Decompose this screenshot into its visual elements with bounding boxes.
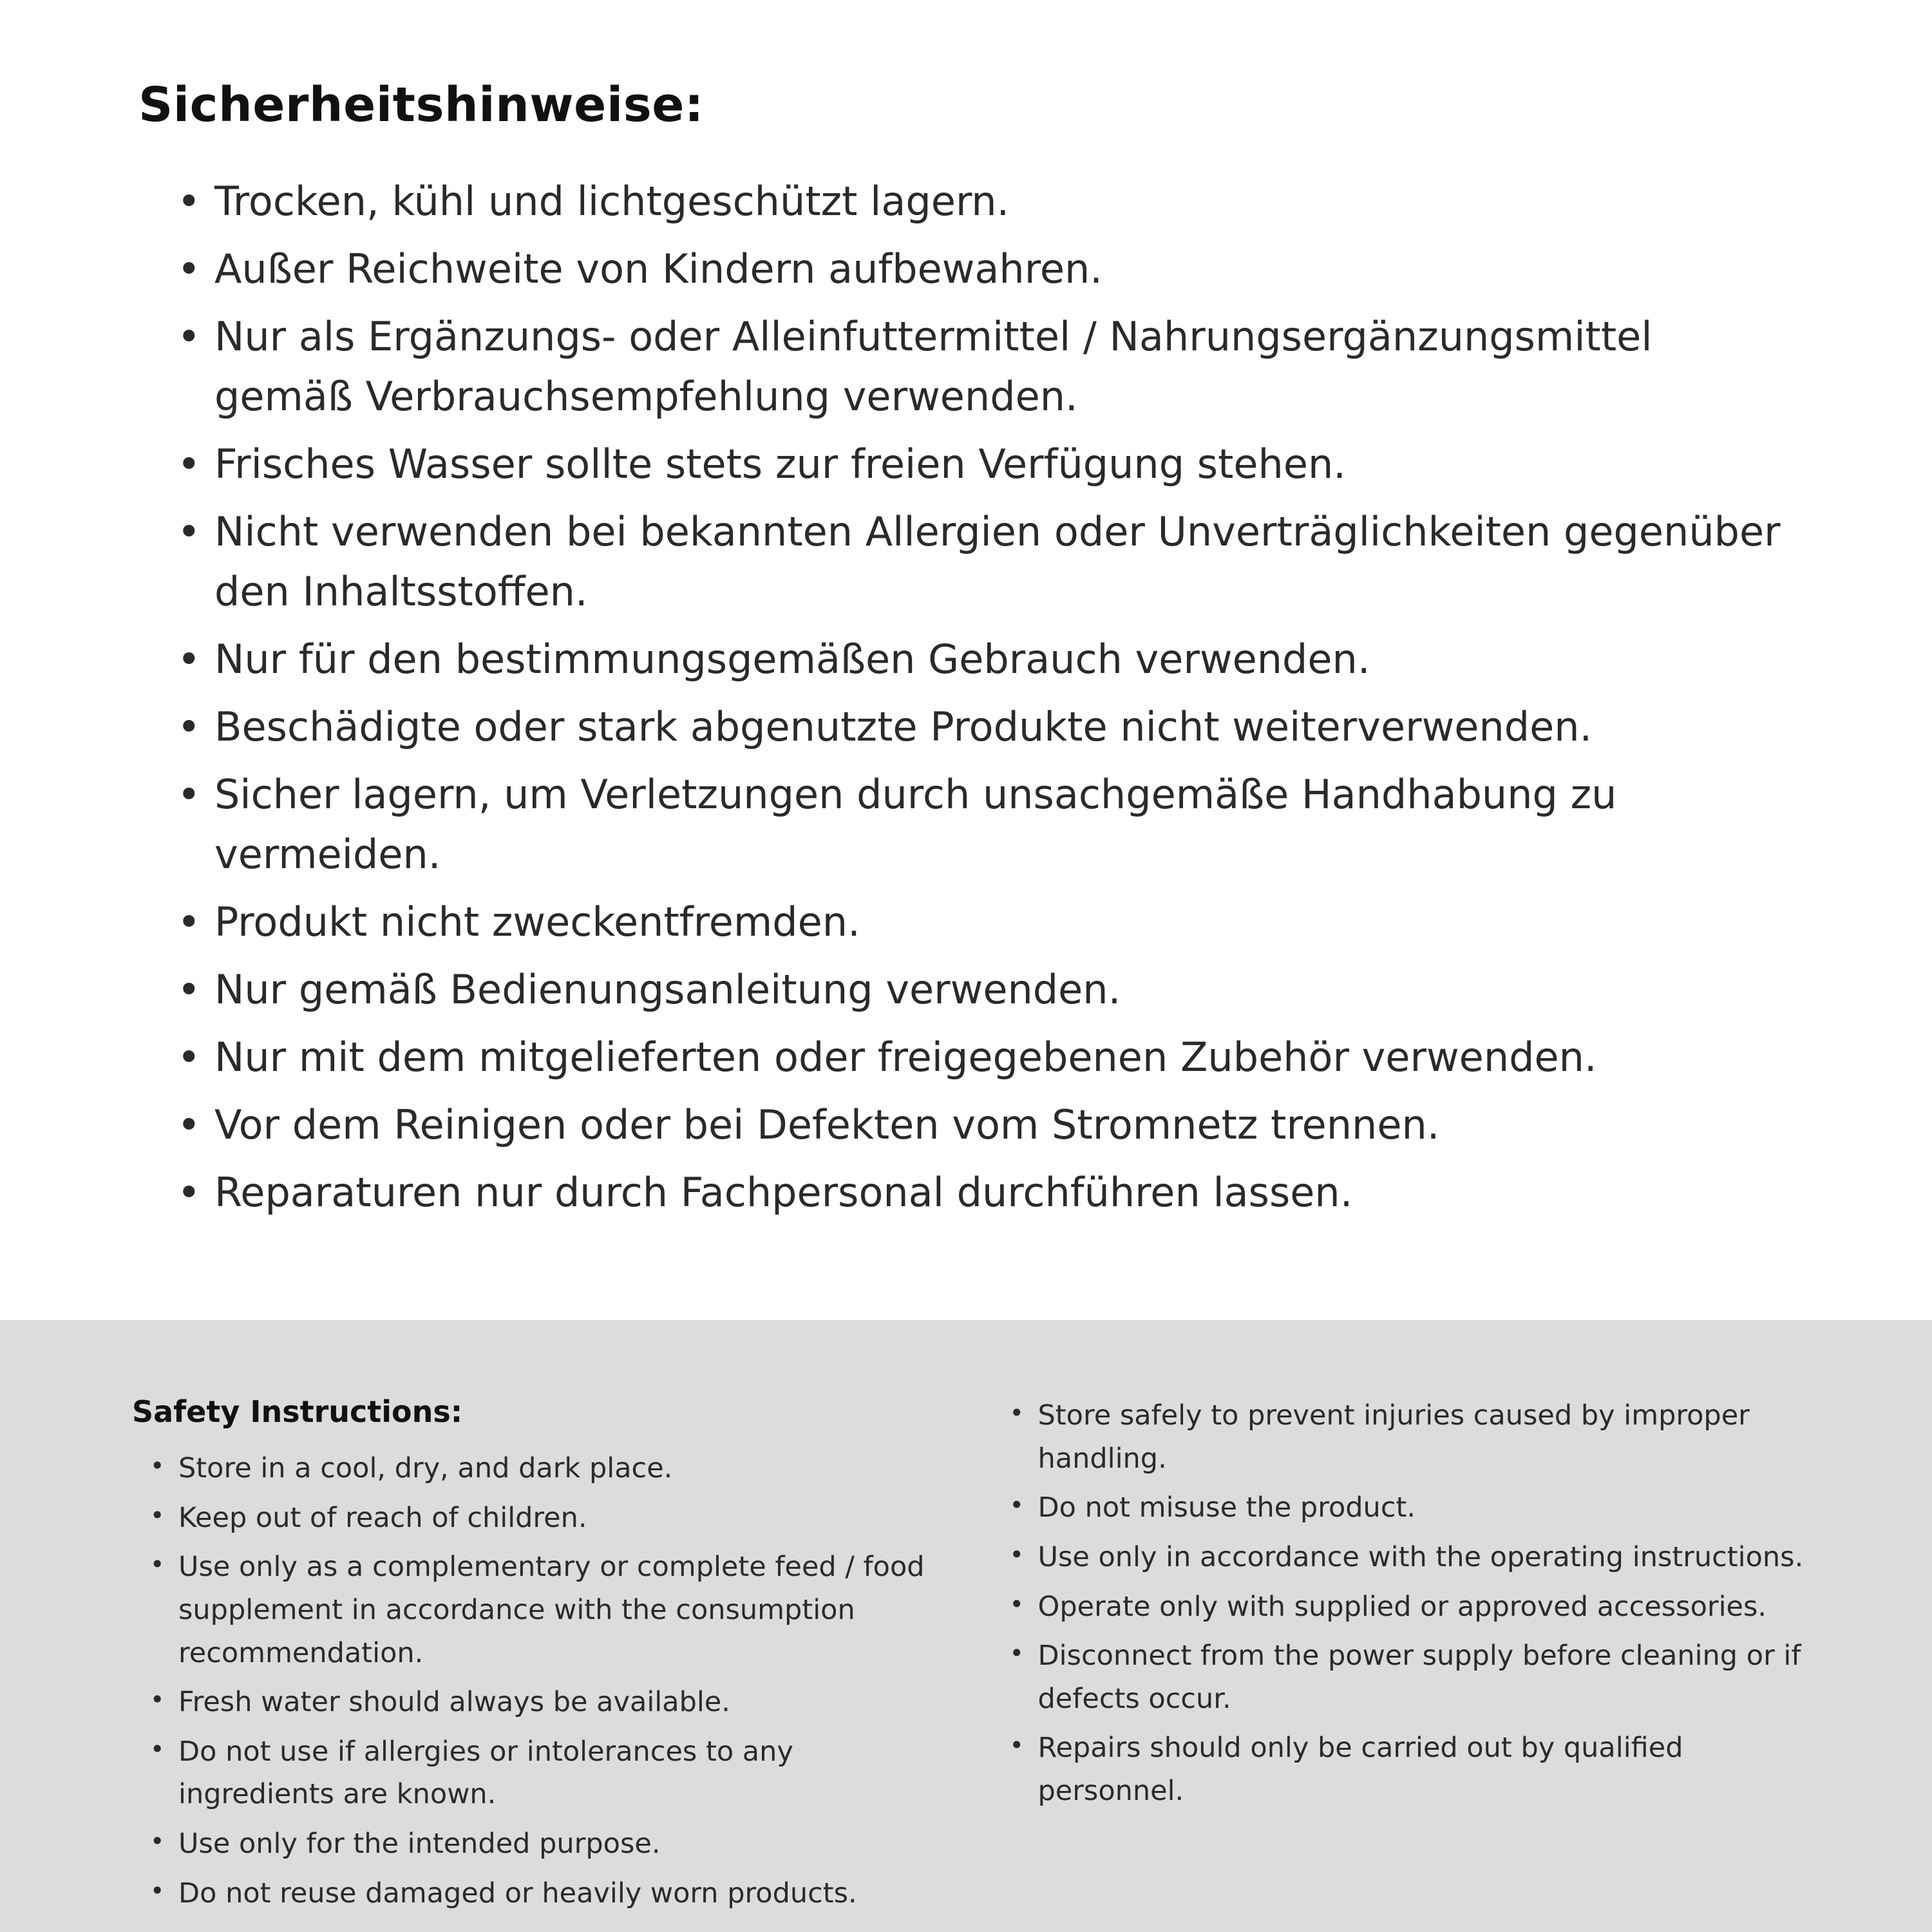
german-bullet-item: • Reparaturen nur durch Fachpersonal durchführen lassen. [177,1162,1803,1222]
german-bullet-list [138,171,1803,1222]
english-bullet-item: • Do not misuse the product. [1010,1486,1830,1530]
english-bullet-item: • Fresh water should always be available. [150,1681,952,1724]
english-section-heading: Safety Instructions: [132,1394,463,1429]
english-safety-section [0,1320,1932,1932]
english-bullet-item: • Do not use if allergies or intolerances to any ingredients are known. [150,1730,952,1816]
english-bullet-item: • Store safely to prevent injuries caused by improper handling. [1010,1394,1830,1480]
english-left-column [132,1394,952,1921]
english-bullet-item: • Use only in accordance with the operating instructions. [1010,1536,1830,1579]
english-right-column [1010,1394,1830,1921]
english-bullet-item: • Store in a cool, dry, and dark place. [150,1447,952,1490]
german-bullet-item: • Beschädigte oder stark abgenutzte Produkte nicht weiterverwenden. [177,697,1803,757]
german-bullet-item: • Produkt nicht zweckentfremden. [177,892,1803,952]
german-bullet-item: • Nur mit dem mitgelieferten oder freigegebenen Zubehör verwenden. [177,1027,1803,1087]
german-bullet-item: • Nur gemäß Bedienungsanleitung verwenden. [177,960,1803,1019]
german-bullet-item: • Trocken, kühl und lichtgeschützt lagern. [177,171,1803,231]
english-bullet-item: • Operate only with supplied or approved accessories. [1010,1586,1830,1629]
german-bullet-item: • Außer Reichweite von Kindern aufbewahren. [177,239,1803,299]
english-bullet-item: • Keep out of reach of children. [150,1497,952,1540]
german-bullet-item: • Nicht verwenden bei bekannten Allergien oder Unverträglichkeiten gegenüber den Inhaltsstoffen. [177,502,1803,621]
english-bullet-item: • Do not reuse damaged or heavily worn products. [150,1872,952,1915]
german-bullet-item: • Nur als Ergänzungs- oder Alleinfuttermittel / Nahrungsergänzungsmittel gemäß Verbrauchsempfehlung verwenden. [177,307,1803,426]
english-bullet-list-left [132,1447,952,1915]
english-bullet-item: • Disconnect from the power supply before cleaning or if defects occur. [1010,1634,1830,1720]
german-bullet-item: • Vor dem Reinigen oder bei Defekten vom Stromnetz trennen. [177,1095,1803,1155]
german-section-heading: Sicherheitshinweise: [138,77,705,133]
english-bullet-item: • Use only as a complementary or complete feed / food supplement in accordance with the consumption recommendation. [150,1546,952,1674]
german-bullet-item: • Nur für den bestimmungsgemäßen Gebrauch verwenden. [177,629,1803,689]
english-bullet-list-right [1010,1394,1830,1813]
german-bullet-item: • Sicher lagern, um Verletzungen durch unsachgemäße Handhabung zu vermeiden. [177,764,1803,884]
german-bullet-item: • Frisches Wasser sollte stets zur freien Verfügung stehen. [177,434,1803,494]
english-bullet-item: • Repairs should only be carried out by qualified personnel. [1010,1727,1830,1812]
english-bullet-item: • Use only for the intended purpose. [150,1823,952,1866]
